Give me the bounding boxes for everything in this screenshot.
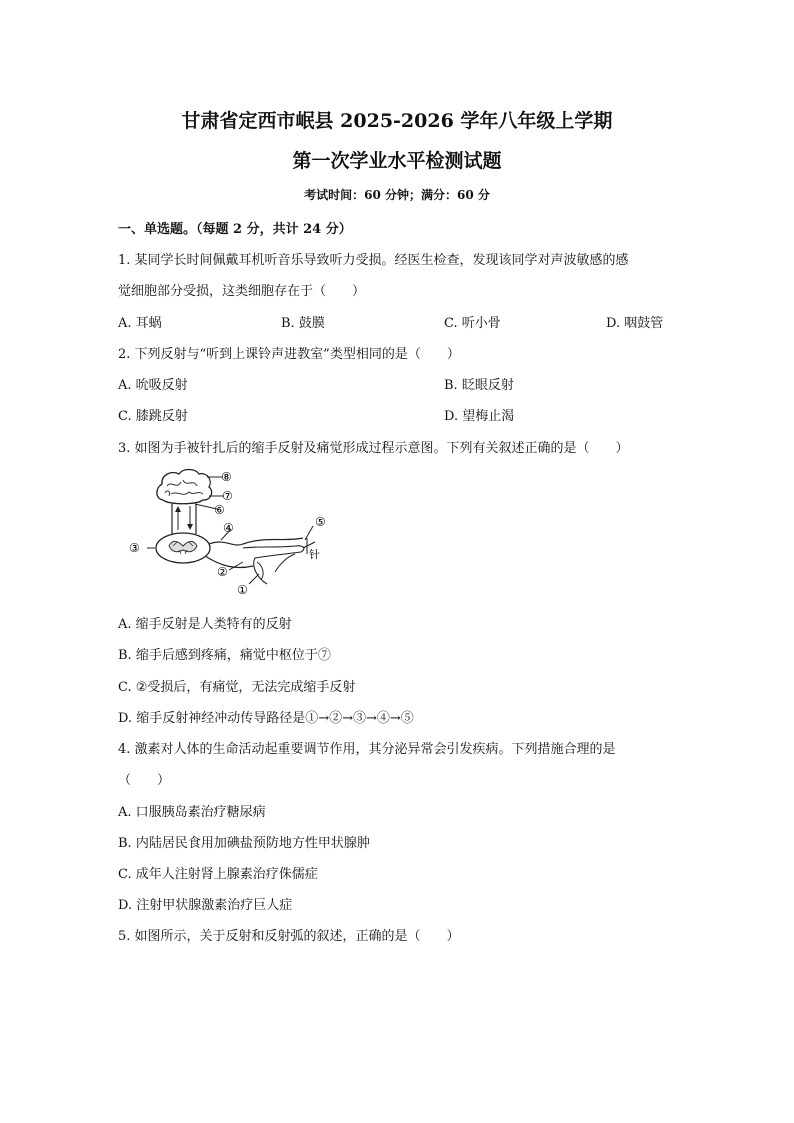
question-1-option-d: D. 咽鼓管 <box>606 316 664 331</box>
question-2-option-b: B. 眨眼反射 <box>444 378 514 393</box>
question-2-option-d: D. 望梅止渴 <box>444 409 515 424</box>
question-1-option-a: A. 耳蜗 <box>118 316 162 331</box>
exam-info: 考试时间：60 分钟；满分：60 分 <box>304 188 490 202</box>
question-3-option-c: C. ②受损后，有痛觉，无法完成缩手反射 <box>118 680 356 695</box>
question-3-option-a: A. 缩手反射是人类特有的反射 <box>118 617 292 632</box>
question-1-line2: 觉细胞部分受损，这类细胞存在于（ ） <box>118 284 366 299</box>
question-1-option-c: C. 听小骨 <box>444 316 501 331</box>
question-4-option-b: B. 内陆居民食用加碘盐预防地方性甲状腺肿 <box>118 836 370 851</box>
figure-label-6: ⑥ <box>214 503 225 517</box>
question-4-line2: （ ） <box>118 773 171 788</box>
question-2-option-c: C. 膝跳反射 <box>118 409 188 424</box>
figure-label-8: ⑧ <box>221 470 232 484</box>
question-4-option-c: C. 成年人注射肾上腺素治疗侏儒症 <box>118 867 318 882</box>
figure-label-7: ⑦ <box>222 489 233 503</box>
figure-label-1: ① <box>237 583 248 597</box>
figure-label-needle: 针 <box>309 548 320 561</box>
question-3-line1: 3. 如图为手被针扎后的缩手反射及痛觉形成过程示意图。下列有关叙述正确的是（ ） <box>118 441 629 456</box>
exam-title-line1: 甘肃省定西市岷县 2025-2026 学年八年级上学期 <box>181 110 613 132</box>
question-3-option-b: B. 缩手后感到疼痛，痛觉中枢位于⑦ <box>118 648 331 663</box>
exam-title-line2: 第一次学业水平检测试题 <box>292 150 502 172</box>
question-4-option-a: A. 口服胰岛素治疗糖尿病 <box>118 805 266 820</box>
question-4-line1: 4. 激素对人体的生命活动起重要调节作用，其分泌异常会引发疾病。下列措施合理的是 <box>118 742 616 757</box>
figure-label-2: ② <box>217 565 228 579</box>
section-heading: 一、单选题。（每题 2 分，共计 24 分） <box>118 222 352 237</box>
question-5-line1: 5. 如图所示，关于反射和反射弧的叙述，正确的是（ ） <box>118 929 460 944</box>
question-2-option-a: A. 吮吸反射 <box>118 378 188 393</box>
question-1-line1: 1. 某同学长时间佩戴耳机听音乐导致听力受损。经医生检查，发现该同学对声波敏感的感 <box>118 253 629 268</box>
question-1-option-b: B. 鼓膜 <box>281 316 325 331</box>
reflex-arc-diagram <box>125 466 340 598</box>
figure-label-5: ⑤ <box>315 515 326 529</box>
question-4-option-d: D. 注射甲状腺激素治疗巨人症 <box>118 898 293 913</box>
question-3-option-d: D. 缩手反射神经冲动传导路径是①→②→③→④→⑤ <box>118 711 414 726</box>
figure-label-4: ④ <box>223 521 234 535</box>
question-2-line1: 2. 下列反射与“听到上课铃声进教室”类型相同的是（ ） <box>118 347 460 362</box>
figure-label-3: ③ <box>129 541 140 555</box>
brain-figure <box>157 470 212 504</box>
